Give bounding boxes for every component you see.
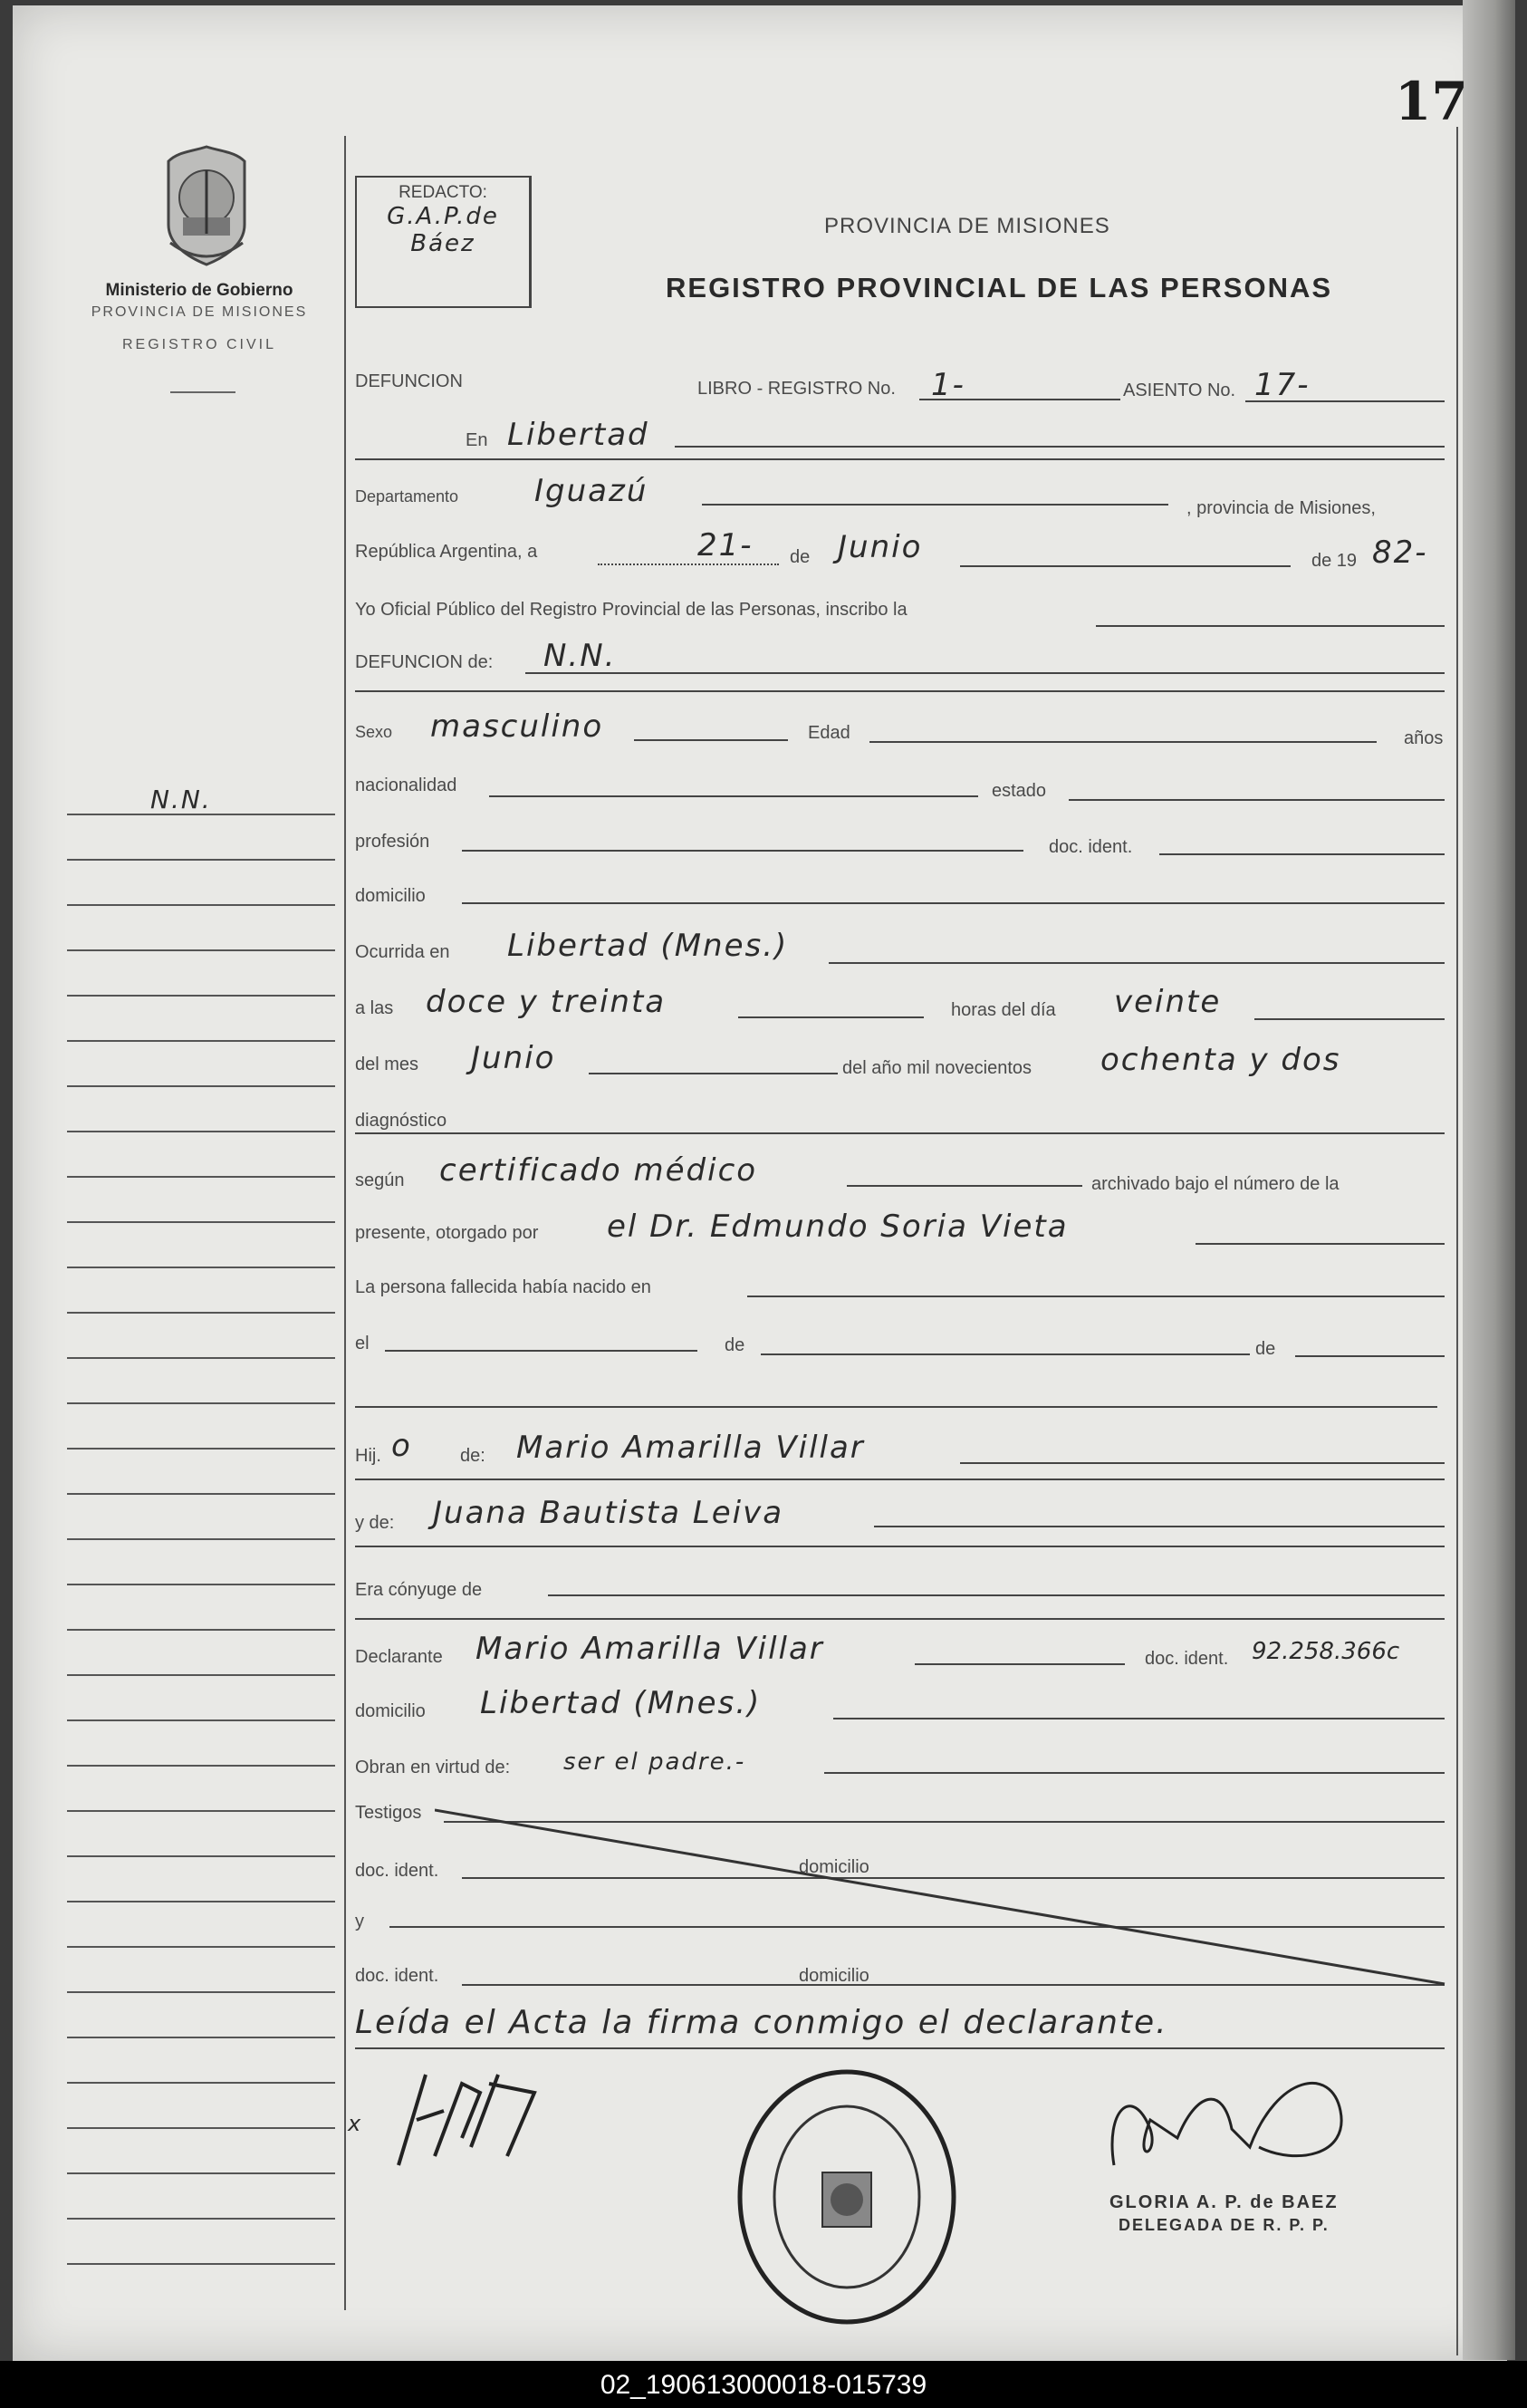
redacto-line2: Báez [410, 230, 475, 257]
el-de2-label: de [1255, 1339, 1276, 1359]
domicilio-label: domicilio [355, 886, 426, 906]
margin-ruled-line [67, 1855, 335, 1857]
el-line [385, 1350, 697, 1352]
ocurrida-line [829, 962, 1445, 964]
month-de-label: de [790, 547, 811, 567]
en-label: En [466, 430, 488, 450]
oficial-line [1096, 625, 1445, 627]
a-las-line [738, 1016, 924, 1018]
madre-line [874, 1526, 1445, 1527]
margin-name: N.N. [150, 785, 212, 814]
margin-ruled-line [67, 1448, 335, 1450]
day-line [598, 563, 779, 565]
redacto-line1: G.A.P.de [387, 203, 499, 230]
nacido-text: La persona fallecida había nacido en [355, 1277, 651, 1297]
nacido-line [747, 1296, 1445, 1297]
declarante-line [915, 1663, 1125, 1665]
leida-text: Leída el Acta la firma conmigo el declarante. [355, 2004, 1168, 2041]
margin-ruled-line [67, 949, 335, 951]
margin-ruled-line [67, 1312, 335, 1314]
margin-ruled-line [67, 1719, 335, 1721]
margin-ruled-line [67, 2127, 335, 2129]
book-binding [1463, 0, 1515, 2360]
blank-line [355, 1406, 1437, 1408]
redacto-label: REDACTO: [399, 183, 487, 202]
y-de-label: y de: [355, 1513, 395, 1533]
margin-ruled-line [67, 2037, 335, 2038]
hijo-label: Hij. [355, 1446, 381, 1466]
madre-value: Juana Bautista Leiva [433, 1495, 784, 1531]
redacto-stamp-box [355, 176, 532, 308]
madre-line2 [355, 1546, 1445, 1547]
margin-rule [344, 136, 346, 2310]
doc-ident-label: doc. ident. [1049, 837, 1133, 857]
decl-doc-value: 92.258.366c [1252, 1638, 1400, 1665]
el-de2-line [1295, 1355, 1445, 1357]
conyuge-label: Era cónyuge de [355, 1580, 483, 1600]
padre-line [960, 1462, 1445, 1464]
margin-ruled-line [67, 1221, 335, 1223]
declarante-value: Mario Amarilla Villar [475, 1631, 824, 1667]
signatory-title: DELEGADA DE R. P. P. [1119, 2216, 1330, 2234]
defuncion-label: DEFUNCION [355, 371, 463, 391]
conyuge-line2 [355, 1618, 1445, 1620]
anos-label: años [1404, 728, 1444, 748]
footer-id: 02_190613000018-015739 [600, 2370, 927, 2400]
sexo-label: Sexo [355, 723, 393, 741]
horas-label: horas del día [951, 1000, 1056, 1020]
margin-ruled-line [67, 2263, 335, 2265]
asiento-label: ASIENTO No. [1123, 380, 1236, 400]
del-mes-label: del mes [355, 1055, 419, 1074]
dia-line [1254, 1018, 1445, 1020]
margin-ruled-line [67, 1991, 335, 1993]
segun-value: certificado médico [439, 1152, 758, 1189]
x-mark: x [348, 2111, 363, 2136]
sexo-line [634, 739, 788, 741]
el-de-line [761, 1353, 1250, 1355]
month-value: Junio [838, 529, 923, 565]
margin-ruled-line [67, 1131, 335, 1132]
margin-ruled-line [67, 2172, 335, 2174]
edad-line [869, 741, 1377, 743]
departamento-label: Departamento [355, 487, 459, 506]
witness-strike-line [435, 1803, 1449, 1993]
margin-ruled-line [67, 1810, 335, 1812]
margin-ruled-line [67, 1493, 335, 1495]
el-label: el [355, 1334, 370, 1353]
segun-line [847, 1185, 1082, 1187]
conyuge-line [548, 1594, 1445, 1596]
asiento-value: 17- [1254, 367, 1311, 403]
a-las-value: doce y treinta [426, 984, 667, 1020]
archivado-text: archivado bajo el número de la [1091, 1174, 1340, 1194]
republica-label: República Argentina, a [355, 542, 538, 562]
official-signature [1096, 2056, 1368, 2192]
doc-ident-line [1159, 853, 1445, 855]
ocurrida-value: Libertad (Mnes.) [507, 928, 789, 964]
defuncion-de-line [525, 672, 1445, 674]
margin-ruled-line [67, 1765, 335, 1767]
obran-line [824, 1772, 1445, 1774]
right-margin-rule [1456, 127, 1458, 2355]
nacionalidad-label: nacionalidad [355, 775, 457, 795]
nacionalidad-line [489, 795, 978, 797]
edad-label: Edad [808, 723, 850, 743]
obran-label: Obran en virtud de: [355, 1758, 511, 1777]
de-colon-label: de: [460, 1446, 485, 1466]
testigos-label: Testigos [355, 1803, 422, 1823]
libro-label: LIBRO - REGISTRO No. [697, 379, 896, 399]
t-dom-label: domicilio [799, 1857, 869, 1877]
ano-value: ochenta y dos [1100, 1042, 1341, 1078]
diagnostico-label: diagnóstico [355, 1111, 447, 1131]
en-line [675, 446, 1445, 448]
padre-value: Mario Amarilla Villar [516, 1430, 865, 1466]
presente-label: presente, otorgado por [355, 1223, 539, 1243]
ocurrida-label: Ocurrida en [355, 942, 450, 962]
margin-ruled-line [67, 2218, 335, 2220]
margin-ruled-line [67, 1538, 335, 1540]
departamento-value: Iguazú [534, 473, 648, 509]
margin-ruled-line [67, 1629, 335, 1631]
page-number: 17 [1395, 71, 1468, 132]
provincia-text: , provincia de Misiones, [1186, 498, 1376, 518]
year-value: 82- [1372, 535, 1428, 571]
header-registry: REGISTRO PROVINCIAL DE LAS PERSONAS [666, 272, 1333, 303]
libro-line [919, 399, 1120, 400]
y-label: y [355, 1912, 364, 1931]
margin-ruled-line [67, 1176, 335, 1178]
declarant-signature [380, 2056, 562, 2183]
margin-ruled-line [67, 995, 335, 997]
header-province: PROVINCIA DE MISIONES [824, 214, 1110, 238]
margin-ruled-line [67, 1901, 335, 1902]
profesion-label: profesión [355, 832, 430, 852]
signatory-name: GLORIA A. P. de BAEZ [1109, 2192, 1339, 2212]
day-value: 21- [697, 527, 754, 563]
diagnostico-line [355, 1132, 1445, 1134]
ministry-title: Ministerio de Gobierno [105, 281, 293, 300]
decl-doc-label: doc. ident. [1145, 1649, 1229, 1669]
official-seal [734, 2066, 960, 2328]
defuncion-de-value: N.N. [543, 638, 617, 674]
margin-ruled-line [67, 1085, 335, 1087]
margin-ruled-line [67, 814, 335, 815]
del-ano-label: del año mil novecientos [842, 1058, 1032, 1078]
decl-domicilio-value: Libertad (Mnes.) [480, 1685, 762, 1721]
divider [170, 391, 235, 393]
en-value: Libertad [507, 417, 649, 453]
margin-ruled-line [67, 1040, 335, 1042]
t2-doc-label: doc. ident. [355, 1966, 439, 1986]
sexo-value: masculino [430, 708, 604, 745]
margin-ruled-line [67, 1674, 335, 1676]
decl-domicilio-label: domicilio [355, 1701, 426, 1721]
month-line [960, 565, 1291, 567]
scan-footer [0, 2361, 1527, 2408]
ministry-office: REGISTRO CIVIL [121, 337, 277, 352]
dia-value: veinte [1114, 984, 1222, 1020]
leida-line [355, 2047, 1445, 2049]
defuncion-de-line2 [355, 690, 1445, 692]
margin-ruled-line [67, 1946, 335, 1948]
asiento-line [1245, 400, 1445, 402]
libro-value: 1- [931, 367, 965, 403]
margin-ruled-line [67, 1402, 335, 1404]
margin-ruled-line [67, 1267, 335, 1268]
profesion-line [462, 850, 1023, 852]
mes-value: Junio [471, 1040, 556, 1076]
margin-ruled-line [67, 2082, 335, 2084]
year-prefix: de 19 [1311, 551, 1358, 571]
oficial-text: Yo Oficial Público del Registro Provincial de las Personas, inscribo la [355, 600, 908, 620]
t-doc-label: doc. ident. [355, 1861, 439, 1881]
t2-dom-label: domicilio [799, 1966, 869, 1986]
margin-ruled-line [67, 1357, 335, 1359]
decl-domicilio-line [833, 1718, 1445, 1719]
hijo-value: o [391, 1428, 412, 1464]
departamento-line [702, 504, 1168, 506]
a-las-label: a las [355, 998, 394, 1018]
en-line2 [355, 458, 1445, 460]
estado-line [1069, 799, 1445, 801]
defuncion-de-label: DEFUNCION de: [355, 652, 494, 672]
domicilio-line [462, 902, 1445, 904]
presente-line [1196, 1243, 1445, 1245]
ministry-province: PROVINCIA DE MISIONES [91, 304, 308, 320]
el-de-label: de [725, 1335, 745, 1355]
obran-value: ser el padre.- [563, 1748, 746, 1776]
presente-value: el Dr. Edmundo Soria Vieta [607, 1209, 1069, 1245]
margin-ruled-line [67, 1584, 335, 1585]
mes-line [589, 1073, 838, 1074]
segun-label: según [355, 1170, 405, 1190]
declarante-label: Declarante [355, 1647, 443, 1667]
coat-of-arms-emblem [152, 143, 261, 270]
estado-label: estado [992, 781, 1047, 801]
padre-line2 [355, 1479, 1445, 1480]
margin-ruled-line [67, 859, 335, 861]
margin-ruled-line [67, 904, 335, 906]
